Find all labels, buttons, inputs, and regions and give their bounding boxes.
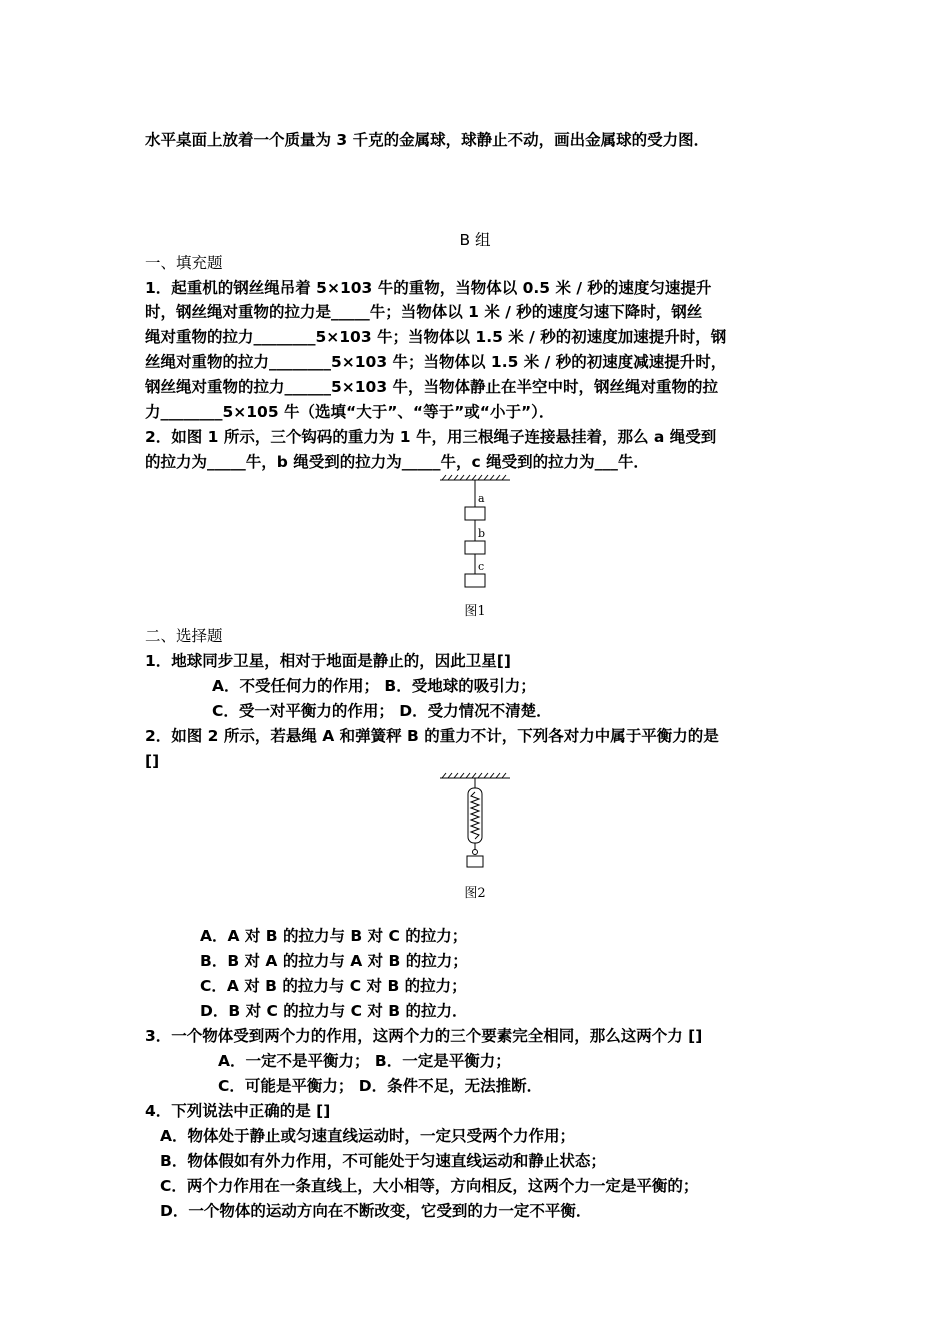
fill-q2-line: 2．如图 1 所示，三个钩码的重力为 1 牛，用三根绳子连接悬挂着，那么 a 绳受到 (145, 428, 717, 446)
choice-q2-stem: [] (145, 752, 160, 770)
figure-1-hanging-weights (430, 474, 520, 596)
choice-q4-option: D．一个物体的运动方向在不断改变，它受到的力一定不平衡． (160, 1202, 592, 1220)
rope-label-a: a (478, 492, 485, 505)
fill-q1-line: 丝绳对重物的拉力________5×103 牛；当物体以 1.5 米 / 秒的初速度减速提升时， (145, 353, 727, 371)
choice-q2-stem: 2．如图 2 所示，若悬绳 A 和弹簧秤 B 的重力不计，下列各对力中属于平衡力的是 (145, 727, 719, 745)
fill-q1-line: 时，钢丝绳对重物的拉力是_____牛；当物体以 1 米 / 秒的速度匀速下降时，钢丝 (145, 303, 703, 321)
choice-q4-option: B．物体假如有外力作用，不可能处于匀速直线运动和静止状态； (160, 1152, 606, 1170)
figure-1-caption: 图1 (464, 604, 486, 619)
choice-q4-stem: 4．下列说法中正确的是 [] (145, 1102, 331, 1120)
choice-q2-option: A．A 对 B 的拉力与 B 对 C 的拉力； (200, 927, 468, 945)
choice-q4-option: C．两个力作用在一条直线上，大小相等，方向相反，这两个力一定是平衡的； (160, 1177, 699, 1195)
weight-C (467, 856, 483, 867)
fill-q1-line: 1．起重机的钢丝绳吊着 5×103 牛的重物，当物体以 0.5 米 / 秒的速度匀速提升 (145, 279, 712, 297)
choice-q1-options: C．受一对平衡力的作用； D．受力情况不清楚． (212, 702, 552, 720)
choice-q2-option: D．B 对 C 的拉力与 C 对 B 的拉力． (200, 1002, 468, 1020)
choice-q1-options: A．不受任何力的作用； B．受地球的吸引力； (212, 677, 536, 695)
figure-2-caption: 图2 (464, 886, 486, 901)
weight-3 (465, 574, 485, 587)
figure-2-spring-scale (430, 770, 520, 872)
choice-q4-option: A．物体处于静止或匀速直线运动时，一定只受两个力作用； (160, 1127, 575, 1145)
section-heading-choice: 二、选择题 (145, 627, 223, 645)
fill-q1-line: 力________5×105 牛（选填“大于”、“等于”或“小于”）． (145, 403, 555, 421)
fill-q2-line: 的拉力为_____牛，b 绳受到的拉力为_____牛，c 绳受到的拉力为___牛． (145, 453, 649, 471)
rope-label-b: b (478, 527, 486, 540)
choice-q3-options: A．一定不是平衡力； B．一定是平衡力； (218, 1052, 511, 1070)
rope-label-c: c (478, 560, 485, 573)
choice-q2-option: C．A 对 B 的拉力与 C 对 B 的拉力； (200, 977, 467, 995)
choice-q2-option: B．B 对 A 的拉力与 A 对 B 的拉力； (200, 952, 468, 970)
choice-q3-stem: 3．一个物体受到两个力的作用，这两个力的三个要素完全相同，那么这两个力 [] (145, 1027, 703, 1045)
fill-q1-line: 绳对重物的拉力________5×103 牛；当物体以 1.5 米 / 秒的初速度加速提升时，钢 (145, 328, 727, 346)
choice-q1-stem: 1．地球同步卫星，相对于地面是静止的，因此卫星[] (145, 652, 511, 670)
intro-question: 水平桌面上放着一个质量为 3 千克的金属球，球静止不动，画出金属球的受力图． (145, 131, 710, 149)
ceiling-hatch (440, 475, 510, 480)
choice-q3-options: C．可能是平衡力； D．条件不足，无法推断． (218, 1077, 543, 1095)
weight-2 (465, 541, 485, 554)
section-heading-fill: 一、填充题 (145, 254, 223, 272)
fill-q1-line: 钢丝绳对重物的拉力______5×103 牛，当物体静止在半空中时，钢丝绳对重物的拉 (145, 378, 719, 396)
group-title: B 组 (459, 231, 491, 249)
weight-1 (465, 507, 485, 520)
hook-ring (473, 850, 478, 855)
ceiling-hatch (440, 773, 510, 778)
